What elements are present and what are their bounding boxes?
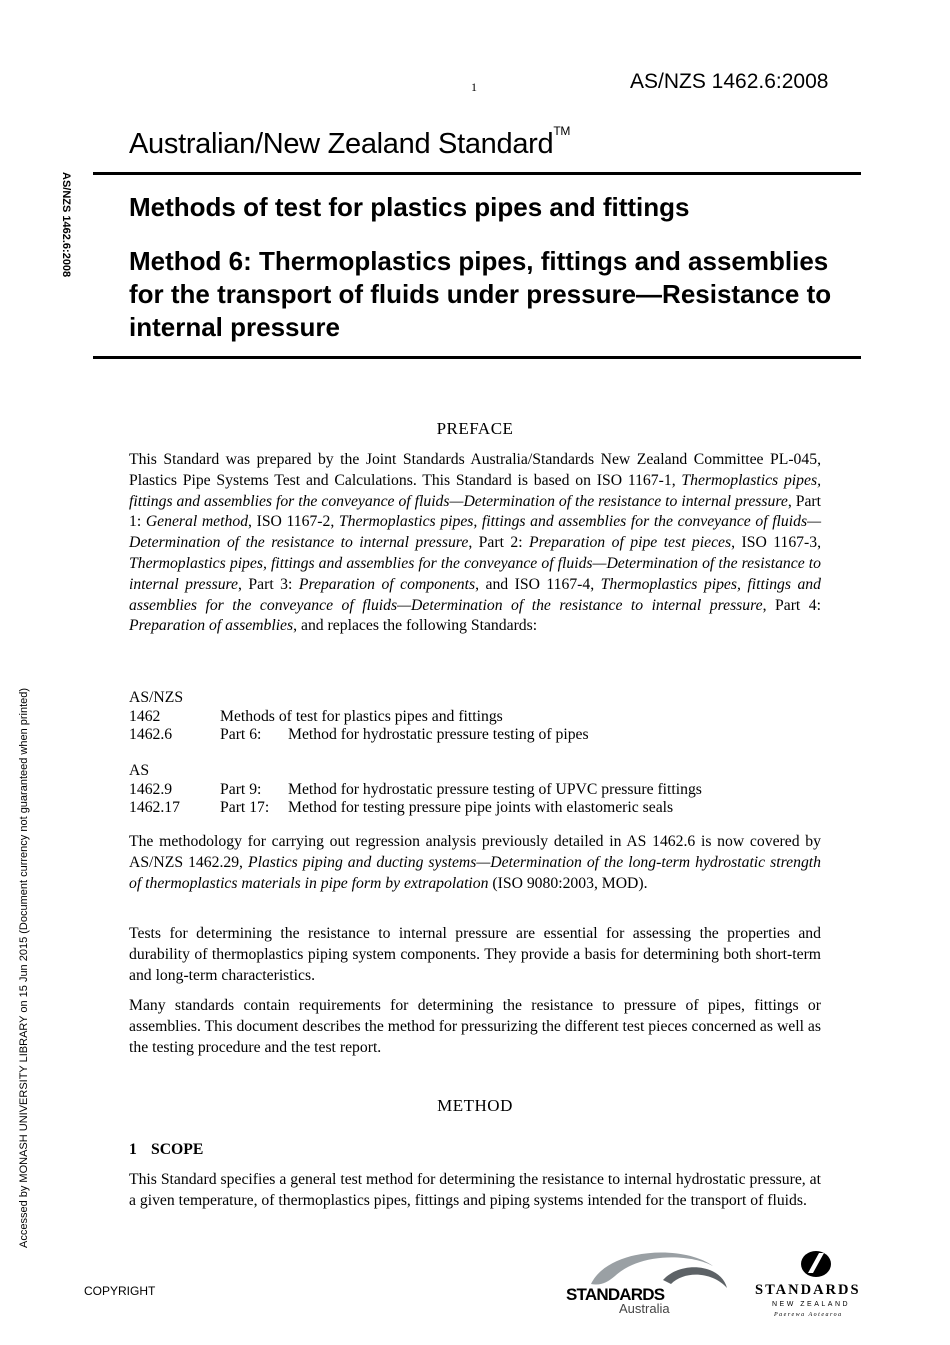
preface-paragraph-1 <box>129 450 821 637</box>
text-run: , and replaces the following Standards: <box>293 617 538 635</box>
page-number: 1 <box>471 80 477 94</box>
logo-text: NEW ZEALAND <box>772 1301 851 1308</box>
logo-text: STANDARDS <box>566 1285 665 1304</box>
logo-text: Australia <box>619 1301 670 1316</box>
standard-number: 1462 <box>129 707 161 725</box>
italic-citation: Preparation of components <box>298 575 476 593</box>
italic-citation: Thermoplastics pipes, fittings and assemblies for the conveyance of fluids—Determination of the resistance to internal pressure <box>129 471 821 510</box>
scope-heading <box>129 1141 203 1159</box>
standard-heading-text: Australian/New Zealand Standard <box>129 128 554 160</box>
italic-citation: Thermoplastics pipes, fittings and assemblies for the conveyance of fluids—Determination of the resistance to internal pressure <box>129 513 822 552</box>
italic-citation: Plastics piping and ducting systems—Determination of the long-term hydrostatic strength of thermoplastics materials in pipe form by extrapolation <box>129 853 821 892</box>
trademark-mark: TM <box>553 124 571 138</box>
text-run: This Standard was prepared by the Joint Standards Australia/Standards New Zealand Committee PL-045, Plastics Pipe Systems Test and Calculations. This Standard is based on ISO 1167-1, <box>129 451 821 489</box>
preface-paragraph-2 <box>129 832 821 894</box>
method-title: Method 6: Thermoplastics pipes, fittings and assemblies for the transport of fluids under pressure—Resistance to internal pressure <box>129 246 832 342</box>
list-item <box>129 708 821 727</box>
italic-citation: Preparation of pipe test pieces <box>529 534 732 552</box>
standard-heading <box>129 124 571 161</box>
text-run: , Part 1: <box>129 492 821 531</box>
italic-citation: Thermoplastics pipes, fittings and assemblies for the conveyance of fluids—Determination of the resistance to internal pressure <box>129 575 821 614</box>
text-run: (ISO 9080:2003, MOD). <box>488 874 648 892</box>
as-replaced-list <box>129 762 821 818</box>
document-code: AS/NZS 1462.6:2008 <box>630 70 829 93</box>
document-title: Methods of test for plastics pipes and fittings <box>129 192 690 222</box>
copyright-notice: COPYRIGHT <box>84 1284 156 1298</box>
preface-paragraph-3: Tests for determining the resistance to internal pressure are essential for assessing the properties and durability of thermoplastics piping system components. They provide a basis for determining both short-term and long-term characteristics. <box>129 925 821 984</box>
standards-new-zealand-logo <box>752 1247 877 1319</box>
standard-number: 1462.6 <box>129 726 173 743</box>
side-document-code: AS/NZS 1462.6:2008 <box>60 172 72 278</box>
text-run: The methodology for carrying out regression analysis previously detailed in AS 1462.6 is now covered by AS/NZS 1462.29, <box>129 833 821 871</box>
list-item <box>129 799 821 818</box>
as-label: AS <box>129 762 150 779</box>
list-item <box>129 781 821 800</box>
standard-number: 1462.17 <box>129 799 180 816</box>
logo-text: Paerewa Aotearoa <box>774 1312 843 1318</box>
standards-australia-logo <box>563 1246 735 1316</box>
standard-part: Part 6: <box>220 726 262 743</box>
italic-citation: Preparation of assemblies <box>129 617 294 635</box>
text-run: , ISO 1167-2, <box>248 513 339 531</box>
logo-swoosh-icon <box>663 1267 727 1288</box>
standard-part: Part 17: <box>220 799 270 816</box>
text-run: , ISO 1167-3, <box>731 534 821 552</box>
text-run: , Part 3: <box>238 575 299 593</box>
standard-title: Method for testing pressure pipe joints with elastomeric seals <box>288 799 674 816</box>
logo-text: STANDARDS <box>755 1282 861 1298</box>
asnzs-label: AS/NZS <box>129 689 184 706</box>
scope-paragraph: This Standard specifies a general test method for determining the resistance to internal hydrostatic pressure, at a given temperature, of thermoplastics pipes, fittings and piping systems intended for the transport of fluids. <box>129 1171 821 1209</box>
list-item <box>129 726 821 745</box>
italic-citation: Thermoplastics pipes, fittings and assemblies for the conveyance of fluids—Determination of the resistance to internal pressure <box>129 554 821 593</box>
italic-citation: General method <box>145 513 249 531</box>
asnzs-replaced-list <box>129 689 821 745</box>
preface-heading: PREFACE <box>436 419 514 438</box>
scope-title: SCOPE <box>151 1141 204 1158</box>
text-run: , Part 2: <box>468 534 530 552</box>
standard-title: Method for hydrostatic pressure testing of UPVC pressure fittings <box>288 780 702 798</box>
bottom-rule <box>93 356 861 359</box>
access-watermark: Accessed by MONASH UNIVERSITY LIBRARY on 15 Jun 2015 (Document currency not guaranteed when printed) <box>18 687 30 1248</box>
standard-title: Methods of test for plastics pipes and fittings <box>220 707 503 725</box>
method-heading: METHOD <box>437 1096 513 1115</box>
scope-number: 1 <box>129 1141 137 1158</box>
top-rule <box>93 172 861 175</box>
standard-part: Part 9: <box>220 780 262 798</box>
text-run: , and ISO 1167-4, <box>475 575 601 593</box>
text-run: , Part 4: <box>762 596 821 614</box>
preface-paragraph-4: Many standards contain requirements for determining the resistance to pressure of pipes, fittings or assemblies. This document describes the method for pressurizing the different test pieces concerned as well as the testing procedure and the test report. <box>129 997 821 1056</box>
standard-number: 1462.9 <box>129 780 173 798</box>
standard-title: Method for hydrostatic pressure testing of pipes <box>288 726 589 743</box>
